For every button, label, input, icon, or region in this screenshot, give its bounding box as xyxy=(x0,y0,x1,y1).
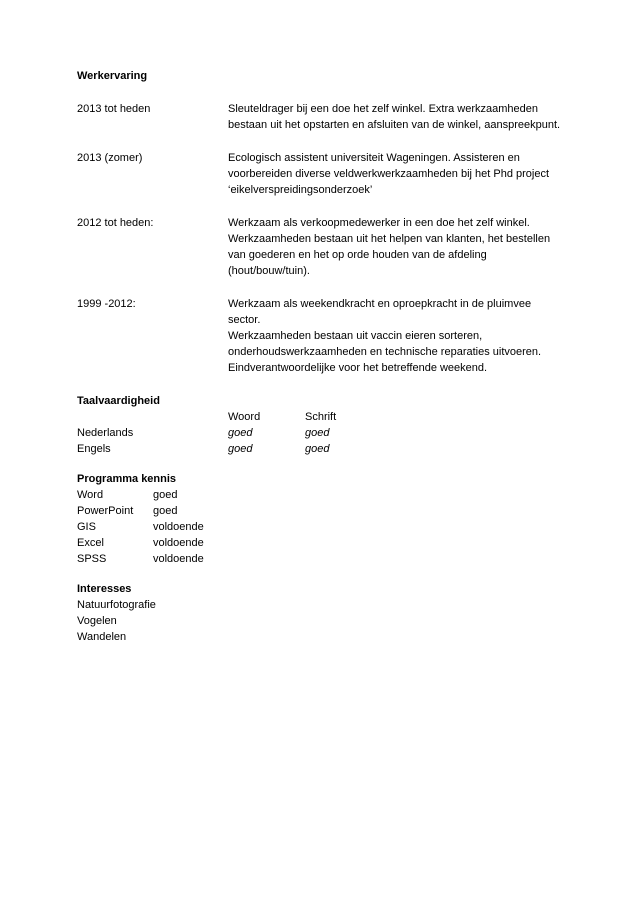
experience-period: 1999 -2012: xyxy=(77,298,136,310)
experience-line: Werkzaam als verkoopmedewerker in een doe het zelf winkel. xyxy=(228,217,530,229)
experience-description xyxy=(228,150,573,198)
interest-item: Wandelen xyxy=(77,631,127,643)
experience-entry xyxy=(77,296,577,376)
experience-line: (hout/bouw/tuin). xyxy=(228,265,310,277)
section-heading-programma-kennis: Programma kennis xyxy=(77,473,177,485)
experience-period: 2013 tot heden xyxy=(77,103,151,115)
program-name: Excel xyxy=(77,537,104,549)
cv-page xyxy=(77,68,577,645)
program-row xyxy=(77,551,577,567)
experience-line: Werkzaam als weekendkracht en oproepkracht in de pluimvee xyxy=(228,298,532,310)
experience-period: 2012 tot heden: xyxy=(77,217,154,229)
experience-description xyxy=(228,215,573,279)
program-name: Word xyxy=(77,489,104,501)
interest-item: Natuurfotografie xyxy=(77,599,156,611)
experience-line: ‘eikelverspreidingsonderzoek’ xyxy=(228,184,373,196)
experience-line: onderhoudswerkzaamheden en technische reparaties uitvoeren. xyxy=(228,346,542,358)
program-level: goed xyxy=(153,505,178,517)
program-row xyxy=(77,487,577,503)
language-row xyxy=(77,425,577,441)
program-row xyxy=(77,535,577,551)
program-level: voldoende xyxy=(153,521,204,533)
experience-entry xyxy=(77,150,577,198)
interest-item: Vogelen xyxy=(77,615,117,627)
language-header-row xyxy=(77,409,577,425)
language-write-level: goed xyxy=(305,427,330,439)
experience-line: Werkzaamheden bestaan uit het helpen van klanten, het bestellen xyxy=(228,233,551,245)
program-row xyxy=(77,519,577,535)
program-name: SPSS xyxy=(77,553,107,565)
language-word-level: goed xyxy=(228,427,253,439)
experience-line: sector. xyxy=(228,314,261,326)
experience-period: 2013 (zomer) xyxy=(77,152,143,164)
program-row xyxy=(77,503,577,519)
experience-line: voorbereiden diverse veldwerkwerkzaamheden bij het Phd project xyxy=(228,168,550,180)
experience-line: Sleuteldrager bij een doe het zelf winkel. Extra werkzaamheden xyxy=(228,103,539,115)
experience-description xyxy=(228,101,573,133)
language-write-level: goed xyxy=(305,443,330,455)
program-name: GIS xyxy=(77,521,96,533)
experience-line: van goederen en het op orde houden van de afdeling xyxy=(228,249,487,261)
experience-line: bestaan uit het opstarten en afsluiten van de winkel, aanspreekpunt. xyxy=(228,119,561,131)
experience-description xyxy=(228,296,573,376)
language-header-word: Woord xyxy=(228,411,261,423)
section-heading-werkervaring: Werkervaring xyxy=(77,70,148,82)
language-name: Nederlands xyxy=(77,427,134,439)
language-header-write: Schrift xyxy=(305,411,337,423)
language-row xyxy=(77,441,577,457)
experience-line: Eindverantwoordelijke voor het betreffende weekend. xyxy=(228,362,488,374)
experience-line: Ecologisch assistent universiteit Wageningen. Assisteren en xyxy=(228,152,520,164)
section-heading-taalvaardigheid: Taalvaardigheid xyxy=(77,395,160,407)
program-name: PowerPoint xyxy=(77,505,134,517)
language-name: Engels xyxy=(77,443,111,455)
language-word-level: goed xyxy=(228,443,253,455)
experience-line: Werkzaamheden bestaan uit vaccin eieren sorteren, xyxy=(228,330,483,342)
section-heading-interesses: Interesses xyxy=(77,583,132,595)
experience-entry xyxy=(77,101,577,133)
program-level: goed xyxy=(153,489,178,501)
program-level: voldoende xyxy=(153,553,204,565)
program-level: voldoende xyxy=(153,537,204,549)
experience-entry xyxy=(77,215,577,279)
